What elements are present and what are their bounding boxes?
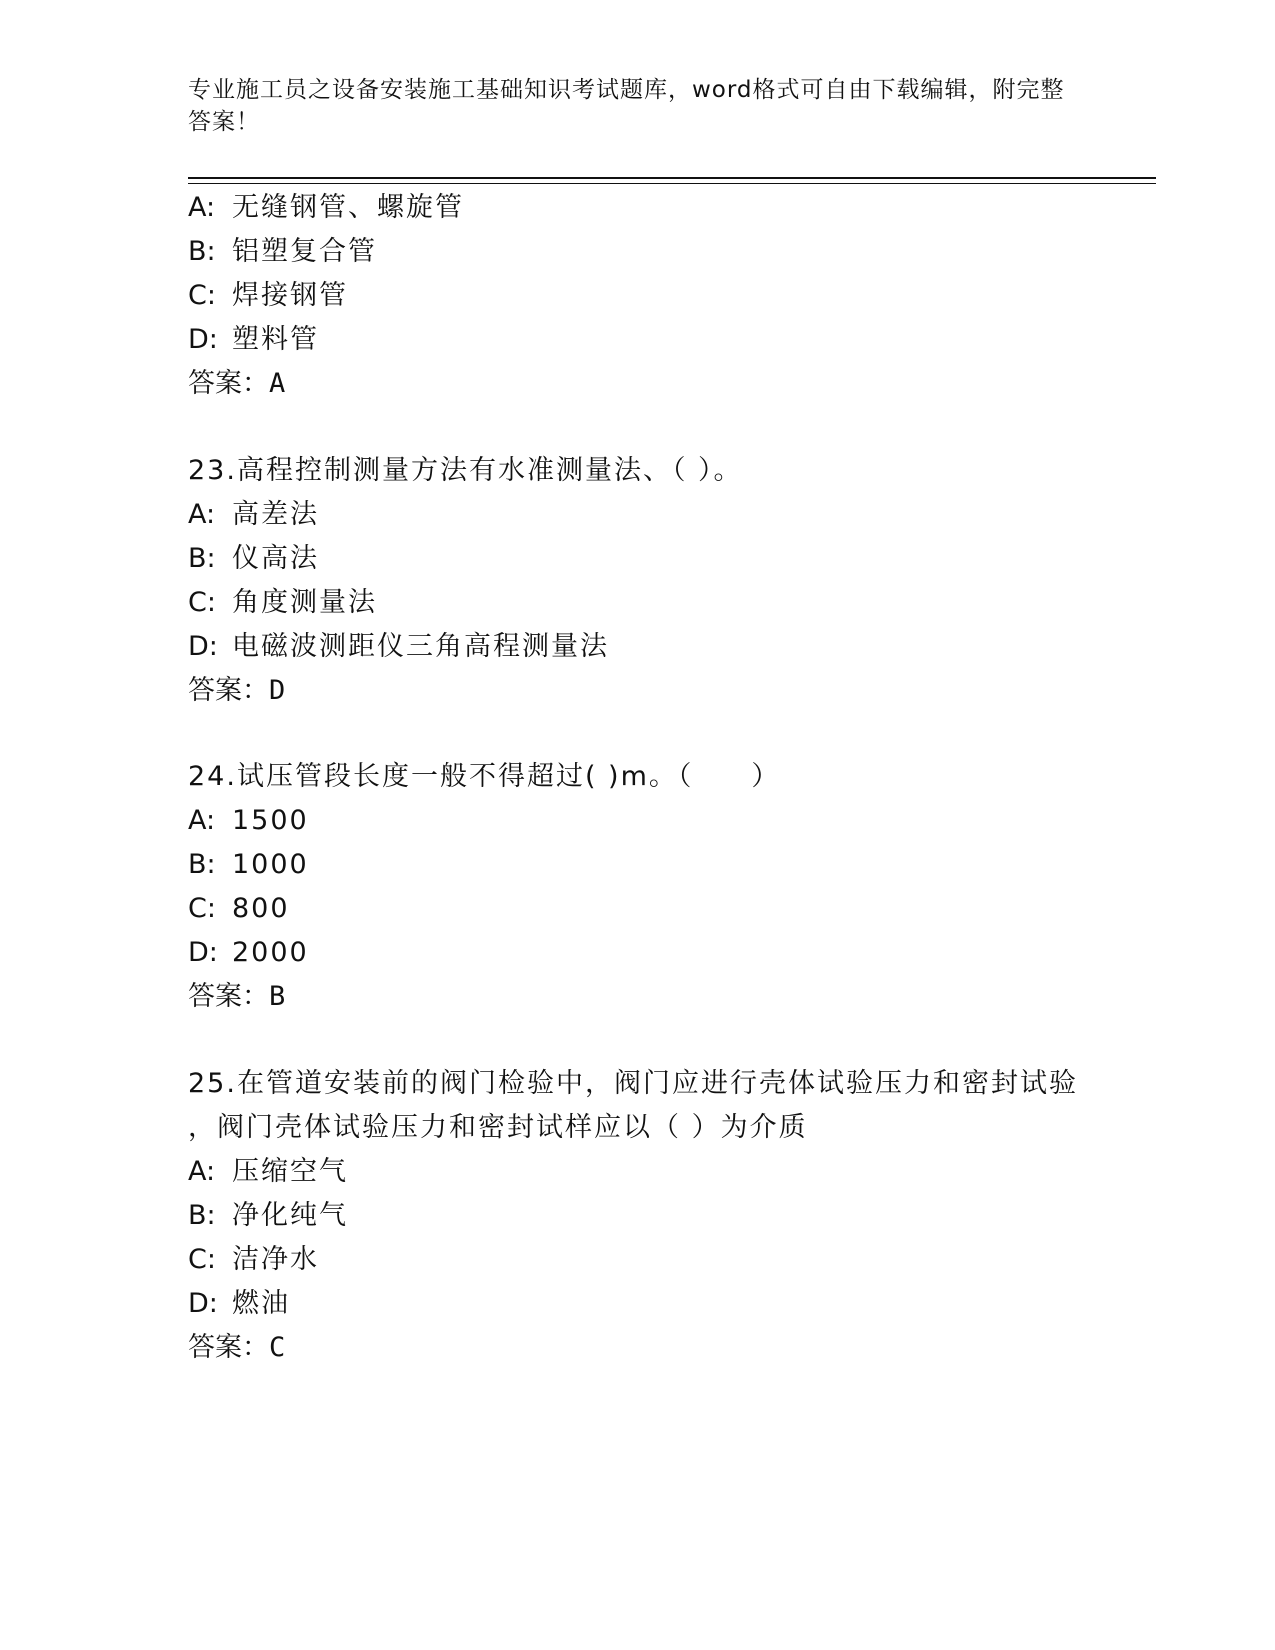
option-text: 压缩空气 [232,1156,348,1187]
document-header: 专业施工员之设备安装施工基础知识考试题库，word格式可自由下载编辑，附完整答案！ [188,77,1065,135]
option-text: 无缝钢管、螺旋管 [232,192,464,223]
option-label: A: [188,192,216,223]
option-text: 燃油 [232,1288,290,1319]
answer-prefix: 答案： [188,981,269,1012]
option-d [188,936,309,970]
answer-value: C [269,1332,286,1363]
option-c [188,1243,319,1277]
option-label: D: [188,1288,218,1319]
header-divider-thin [188,183,1156,184]
option-d [188,323,319,357]
option-label: A: [188,499,216,530]
option-a [188,1155,348,1189]
question-stem: 23.高程控制测量方法有水准测量法、（ ）。 [188,455,743,486]
option-b [188,235,377,269]
option-d [188,630,609,664]
option-label: B: [188,849,216,880]
option-label: D: [188,324,218,355]
question-stem-continued: ，阀门壳体试验压力和密封试样应以（ ）为介质 [188,1112,808,1143]
option-label: C: [188,893,216,924]
option-text: 2000 [232,937,309,968]
option-text: 净化纯气 [232,1200,348,1231]
answer-line [188,367,285,401]
option-label: A: [188,1156,216,1187]
option-label: B: [188,236,216,267]
option-label: B: [188,1200,216,1231]
option-text: 洁净水 [232,1244,319,1275]
option-label: A: [188,805,216,836]
answer-value: B [269,981,286,1012]
answer-line [188,1331,285,1365]
option-text: 焊接钢管 [232,280,348,311]
option-a [188,804,309,838]
option-b [188,542,319,576]
answer-line [188,674,285,708]
option-c [188,279,348,313]
option-text: 塑料管 [232,324,319,355]
option-label: D: [188,631,218,662]
option-text: 仪高法 [232,543,319,574]
option-label: B: [188,543,216,574]
option-text: 1000 [232,849,309,880]
option-text: 电磁波测距仪三角高程测量法 [232,631,609,662]
option-label: C: [188,1244,216,1275]
option-text: 高差法 [232,499,319,530]
option-text: 1500 [232,805,309,836]
option-text: 800 [232,893,290,924]
option-b [188,848,309,882]
option-text: 角度测量法 [232,587,377,618]
header-divider-thick [188,177,1156,179]
option-b [188,1199,348,1233]
option-d [188,1287,290,1321]
option-text: 铝塑复合管 [232,236,377,267]
answer-prefix: 答案： [188,368,269,399]
option-a [188,191,464,225]
option-a [188,498,319,532]
answer-prefix: 答案： [188,1332,269,1363]
question-stem: 24.试压管段长度一般不得超过( )m。（ ） [188,761,781,792]
option-label: D: [188,937,218,968]
answer-value: D [269,675,286,706]
option-label: C: [188,280,216,311]
answer-value: A [269,368,286,399]
answer-prefix: 答案： [188,675,269,706]
option-c [188,892,290,926]
answer-line [188,980,285,1014]
option-label: C: [188,587,216,618]
option-c [188,586,377,620]
question-stem: 25.在管道安装前的阀门检验中，阀门应进行壳体试验压力和密封试验 [188,1068,1078,1099]
